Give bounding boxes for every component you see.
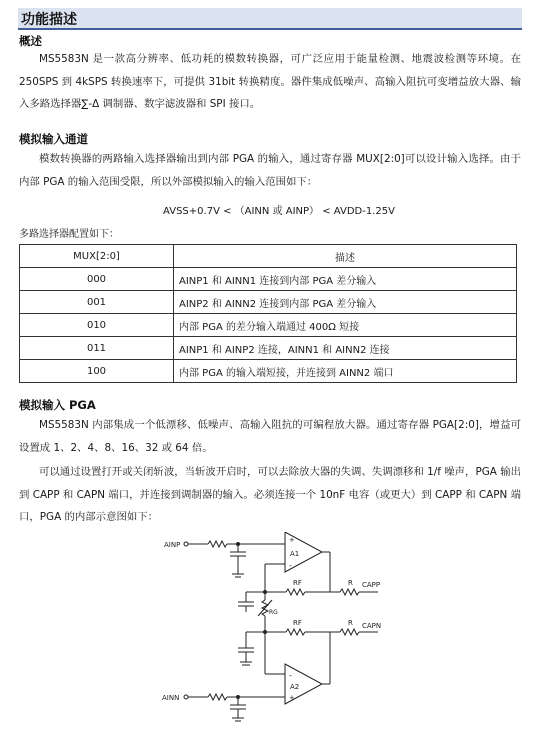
a1-minus-sign: -: [289, 561, 292, 570]
rf-bottom-label: RF: [293, 619, 302, 627]
a2-label: A2: [290, 683, 300, 691]
r-bottom-label: R: [348, 619, 353, 627]
table-row: [20, 360, 517, 383]
pga-heading: 模拟输入 PGA: [19, 398, 96, 412]
capp-label: CAPP: [362, 581, 381, 589]
r-bottom-resistor: [340, 629, 359, 635]
table-row: [20, 268, 517, 291]
capn-label: CAPN: [362, 622, 382, 630]
ainp-terminal: [184, 542, 188, 546]
mux-code-cell: 011: [20, 337, 174, 360]
analog-input-paragraph: 模数转换器的两路输入选择器输出到内部 PGA 的输入，通过寄存器 MUX[2:0]可以设计输入选择。由于内部 PGA 的输入范围受限，所以外部模拟输入的输入范围如下：: [19, 153, 521, 188]
section-title-bar: [18, 8, 522, 30]
mux-description-cell: 内部 PGA 的输入端短接，并连接到 AINN2 端口: [174, 360, 517, 383]
mux-header-code: MUX[2:0]: [20, 245, 174, 268]
overview-paragraph: MS5583N 是一款高分辨率、低功耗的模数转换器，可广泛应用于能量检测、地震波检测等环境。在 250SPS 到 4kSPS 转换速率下，可提供 31bit 转换精度。器件集成低噪声、高输入阻抗可变增益放大器、输入多路选择器∑-Δ 调制器、数字滤波器和 SPI 接口。: [19, 53, 521, 110]
pga-paragraph-1: MS5583N 内部集成一个低漂移、低噪声、高输入阻抗的可编程放大器。通过寄存器 PGA[2:0]，增益可设置成 1、2、4、8、16、32 或 64 倍。: [19, 419, 521, 454]
mux-description-cell: AINP2 和 AINN2 连接到内部 PGA 差分输入: [174, 291, 517, 314]
rf-top-resistor: [286, 589, 305, 595]
mux-code-cell: 100: [20, 360, 174, 383]
mux-description-cell: AINP1 和 AINN1 连接到内部 PGA 差分输入: [174, 268, 517, 291]
mux-code-cell: 010: [20, 314, 174, 337]
table-row: [20, 291, 517, 314]
a1-plus-sign: +: [289, 536, 295, 544]
rf-bottom-resistor: [286, 629, 305, 635]
a1-label: A1: [290, 550, 300, 558]
pga-paragraph-2: 可以通过设置打开或关闭斩波，当斩波开启时，可以去除放大器的失调、失调漂移和 1/f 噪声，PGA 输出到 CAPP 和 CAPN 端口，并连接到调制器的输入。必须连接一个 10nF 电容（或更大）到 CAPP 和 CAPN 端口，PGA 的内部示意图如下：: [19, 466, 521, 523]
section-title: 功能描述: [21, 12, 77, 28]
a2-plus-sign: +: [289, 694, 295, 702]
ainn-label: AINN: [162, 694, 180, 702]
r-top-resistor: [340, 589, 359, 595]
rg-label: RG: [269, 609, 278, 616]
mux-code-cell: 001: [20, 291, 174, 314]
pga-circuit-diagram: [150, 532, 410, 732]
mux-header-description: 描述: [174, 245, 517, 268]
r-top-label: R: [348, 579, 353, 587]
ainp-input-resistor: [208, 541, 227, 547]
mux-description-cell: AINP1 和 AINP2 连接，AINN1 和 AINN2 连接: [174, 337, 517, 360]
mux-table-header-row: [20, 245, 517, 268]
analog-input-heading: 模拟输入通道: [19, 132, 88, 146]
mux-description-cell: 内部 PGA 的差分输入端通过 400Ω 短接: [174, 314, 517, 337]
mux-table: [19, 244, 517, 383]
input-range-formula: AVSS+0.7V < （AINN 或 AINP） < AVDD-1.25V: [163, 206, 395, 217]
ainp-label: AINP: [164, 541, 181, 549]
a2-minus-sign: -: [289, 671, 292, 680]
overview-heading: 概述: [19, 34, 42, 48]
table-row: [20, 337, 517, 360]
mux-caption: 多路选择器配置如下：: [19, 229, 119, 240]
table-row: [20, 314, 517, 337]
mux-code-cell: 000: [20, 268, 174, 291]
rf-top-label: RF: [293, 579, 302, 587]
ainn-terminal: [184, 695, 188, 699]
ainn-input-resistor: [208, 694, 227, 700]
